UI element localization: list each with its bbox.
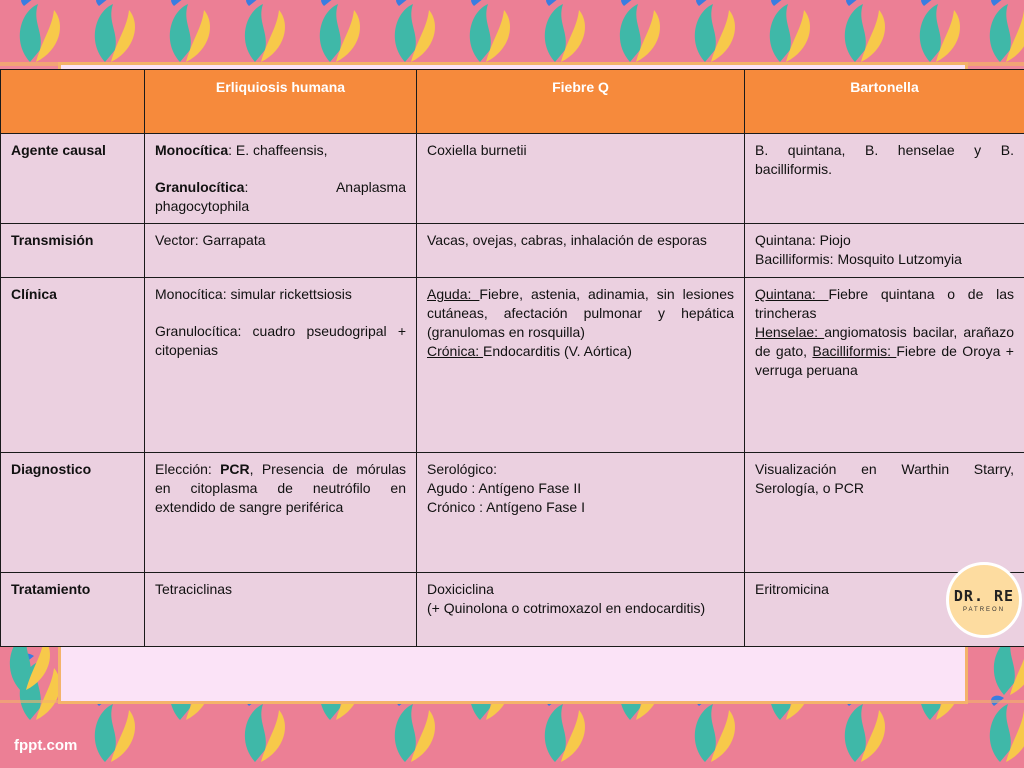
table-row	[1, 573, 1024, 647]
row-label-diagnostico: Diagnostico	[1, 453, 145, 573]
text-line: Granulocítica: cuadro pseudogripal + citopenias	[155, 323, 406, 358]
header-bartonella: Bartonella	[745, 70, 1024, 134]
text-line: (+ Quinolona o cotrimoxazol en endocarditis)	[427, 600, 706, 616]
fppt-watermark: fppt.com	[14, 737, 78, 754]
table-row	[1, 134, 1024, 224]
cell-erli-diagnostico	[145, 453, 417, 573]
dr-re-logo	[946, 562, 1022, 638]
text-underline: Crónica:	[427, 343, 484, 359]
text-bold: Monocítica	[155, 142, 229, 158]
text: Fiebre de Oroya + verruga peruana	[755, 343, 1014, 378]
cell-barto-clinica	[745, 278, 1024, 453]
text-line: Crónico : Antígeno Fase I	[427, 499, 585, 515]
header-erliquiosis: Erliquiosis humana	[145, 70, 417, 134]
text-line: Quintana: Piojo	[755, 232, 851, 248]
text-bold: PCR	[220, 461, 250, 477]
header-empty	[1, 70, 145, 134]
row-label-agente: Agente causal	[1, 134, 145, 224]
cell-fiebre-diagnostico	[417, 453, 745, 573]
text-bold: Granulocítica	[155, 179, 245, 195]
header-fiebre-q: Fiebre Q	[417, 70, 745, 134]
cell-erli-tratamiento: Tetraciclinas	[145, 573, 417, 647]
text-underline: Aguda:	[427, 286, 480, 302]
text-line: Doxiciclina	[427, 581, 494, 597]
table-row	[1, 453, 1024, 573]
cell-barto-tratamiento: Eritromicina	[745, 573, 1024, 647]
table-row	[1, 278, 1024, 453]
cell-fiebre-transmision: Vacas, ovejas, cabras, inhalación de esporas	[417, 224, 745, 278]
text: Endocarditis (V. Aórtica)	[483, 343, 632, 359]
logo-text: DR. RE	[953, 587, 1015, 605]
text: angiomatosis bacilar, arañazo de gato,	[755, 324, 1014, 359]
text-line: Bacilliformis: Mosquito Lutzomyia	[755, 251, 962, 267]
text-line: Serológico:	[427, 461, 498, 477]
cell-erli-clinica	[145, 278, 417, 453]
comparison-table	[0, 69, 1024, 647]
cell-fiebre-tratamiento	[417, 573, 745, 647]
text-line: Agudo : Antígeno Fase II	[427, 480, 582, 496]
comparison-table-wrapper	[0, 69, 1024, 647]
cell-fiebre-clinica	[417, 278, 745, 453]
text: : E. chaffeensis,	[228, 142, 328, 158]
row-label-transmision: Transmisión	[1, 224, 145, 278]
text: , Presencia de mórulas en citoplasma de neutrófilo en extendido de sangre periférica	[155, 461, 406, 515]
text: Elección:	[155, 461, 221, 477]
cell-barto-transmision	[745, 224, 1024, 278]
cell-barto-agente: B. quintana, B. henselae y B. bacilliformis.	[745, 134, 1024, 224]
text-underline: Henselae:	[755, 324, 825, 340]
text: Fiebre, astenia, adinamia, sin lesiones cutáneas, afectación pulmonar y hepática (granulomas en rosquilla)	[427, 286, 734, 340]
text-underline: Quintana:	[755, 286, 829, 302]
text-underline: Bacilliformis:	[812, 343, 897, 359]
text: : Anaplasma phagocytophila	[155, 179, 406, 214]
cell-erli-transmision: Vector: Garrapata	[145, 224, 417, 278]
cell-erli-agente	[145, 134, 417, 224]
text-line: Monocítica: simular rickettsiosis	[155, 286, 352, 302]
table-row	[1, 224, 1024, 278]
table-header-row	[1, 70, 1024, 134]
logo-subtext: PATREON	[962, 607, 1006, 613]
row-label-clinica: Clínica	[1, 278, 145, 453]
text: Fiebre quintana o de las trincheras	[755, 286, 1014, 321]
cell-barto-diagnostico: Visualización en Warthin Starry, Serología, o PCR	[745, 453, 1024, 573]
row-label-tratamiento: Tratamiento	[1, 573, 145, 647]
cell-fiebre-agente: Coxiella burnetii	[417, 134, 745, 224]
